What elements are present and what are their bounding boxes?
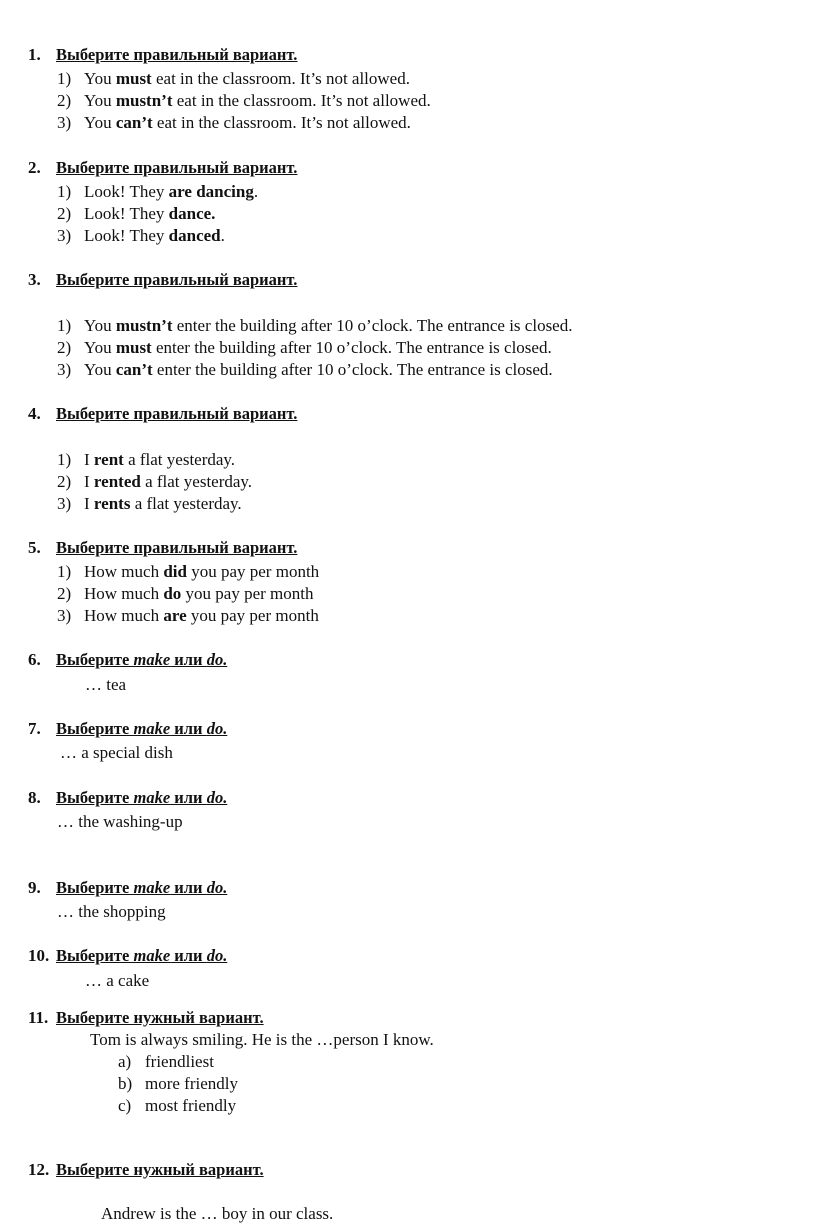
task-1-option-2: 2) You mustn’t eat in the classroom. It’s not allowed.	[57, 91, 431, 110]
task-11-sentence: Tom is always smiling. He is the …person I know.	[90, 1030, 434, 1049]
task-7-heading: 7. Выберите make или do.	[28, 719, 228, 738]
task-1-option-3: 3) You can’t eat in the classroom. It’s not allowed.	[57, 113, 411, 132]
task-12-heading: 12. Выберите нужный вариант.	[28, 1160, 264, 1179]
task-10-heading: 10. Выберите make или do.	[28, 946, 228, 965]
task-7-item: … a special dish	[60, 743, 173, 762]
task-4-option-2: 2) I rented a flat yesterday.	[57, 472, 253, 491]
task-11-option-c: c) most friendly	[118, 1096, 237, 1115]
task-10-item: … a cake	[85, 971, 150, 990]
task-3-heading: 3. Выберите правильный вариант.	[28, 270, 298, 289]
task-6-item: … tea	[85, 675, 127, 694]
task-9-heading: 9. Выберите make или do.	[28, 878, 228, 897]
task-8-heading: 8. Выберите make или do.	[28, 788, 228, 807]
task-2-option-2: 2) Look! They dance.	[57, 204, 216, 223]
task-4-heading: 4. Выберите правильный вариант.	[28, 404, 298, 423]
task-2-heading: 2. Выберите правильный вариант.	[28, 158, 298, 177]
task-3-option-3: 3) You can’t enter the building after 10 o’clock. The entrance is closed.	[57, 360, 553, 379]
task-8-item: … the washing-up	[57, 812, 183, 831]
task-1-heading: 1. Выберите правильный вариант.	[28, 45, 298, 64]
task-5-option-1: 1) How much did you pay per month	[57, 562, 320, 581]
task-11-heading: 11. Выберите нужный вариант.	[28, 1008, 264, 1027]
task-4-option-1: 1) I rent a flat yesterday.	[57, 450, 236, 469]
task-6-heading: 6. Выберите make или do.	[28, 650, 228, 669]
task-5-option-2: 2) How much do you pay per month	[57, 584, 314, 603]
task-2-option-3: 3) Look! They danced.	[57, 226, 225, 245]
task-12-sentence: Andrew is the … boy in our class.	[101, 1204, 334, 1223]
task-5-heading: 5. Выберите правильный вариант.	[28, 538, 298, 557]
task-2-option-1: 1) Look! They are dancing.	[57, 182, 259, 201]
task-3-option-1: 1) You mustn’t enter the building after 10 o’clock. The entrance is closed.	[57, 316, 573, 335]
task-5-option-3: 3) How much are you pay per month	[57, 606, 319, 625]
task-9-item: … the shopping	[57, 902, 166, 921]
task-4-option-3: 3) I rents a flat yesterday.	[57, 494, 242, 513]
task-11-option-a: a) friendliest	[118, 1052, 214, 1071]
task-1-option-1: 1) You must eat in the classroom. It’s not allowed.	[57, 69, 410, 88]
task-11-option-b: b) more friendly	[118, 1074, 238, 1093]
task-3-option-2: 2) You must enter the building after 10 o’clock. The entrance is closed.	[57, 338, 552, 357]
